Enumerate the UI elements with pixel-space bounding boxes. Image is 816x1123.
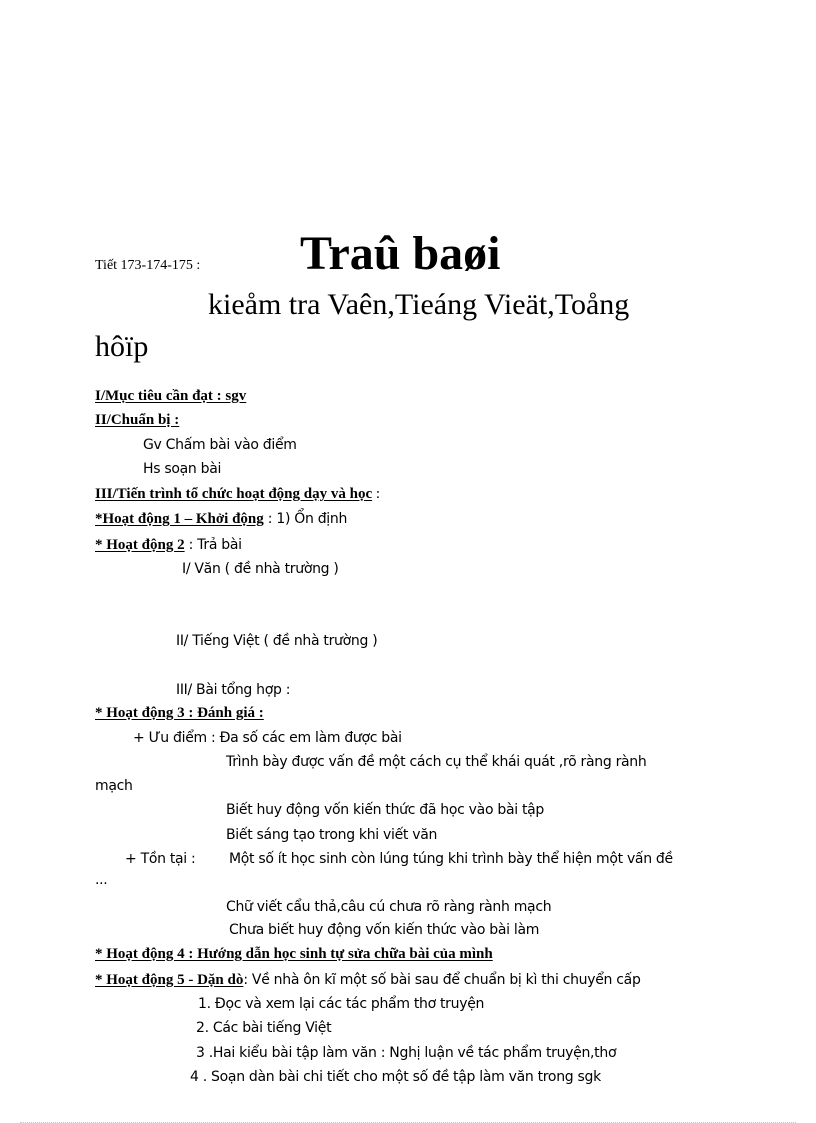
weaknesses-item-3: Chưa biết huy động vốn kiến thức vào bài làm: [229, 922, 540, 938]
activity-2-item-1: I/ Văn ( đề nhà trường ): [182, 561, 339, 577]
homework-item-3: 3 .Hai kiểu bài tập làm văn : Nghị luận về tác phẩm truyện,thơ: [196, 1045, 617, 1061]
weaknesses-label: + Tồn tại :: [125, 851, 196, 867]
preparation-teacher: Gv Chấm bài vào điểm: [143, 437, 297, 453]
activity-4-label: * Hoạt động 4 : Hướng dẫn học sinh tự sửa chữa bài của mình: [95, 946, 493, 962]
weaknesses-item-1: Một số ít học sinh còn lúng túng khi trình bày thể hiện một vấn đề: [229, 851, 673, 867]
activity-2-item-3: III/ Bài tổng hợp :: [176, 682, 291, 698]
objective-heading: I/Mục tiêu cần đạt : sgv: [95, 388, 247, 404]
homework-item-2: 2. Các bài tiếng Việt: [196, 1020, 332, 1036]
weaknesses-item-2: Chữ viết cẩu thả,câu cú chưa rõ ràng rành mạch: [226, 899, 552, 915]
activity-1-row: [95, 510, 347, 528]
weaknesses-item-1-continued: ...: [95, 872, 108, 888]
activity-5-row: [95, 971, 641, 989]
activity-5-label: * Hoạt động 5 - Dặn dò: [95, 972, 244, 988]
process-heading-row: [95, 486, 380, 503]
homework-item-1: 1. Đọc và xem lại các tác phẩm thơ truyện: [198, 996, 485, 1012]
strengths-item-3: Biết huy động vốn kiến thức đã học vào bài tập: [226, 802, 545, 818]
subtitle-line-1: kieåm tra Vaên,Tieáng Vieät,Toång: [208, 288, 630, 321]
activity-1-label: *Hoạt động 1 – Khởi động: [95, 511, 264, 527]
subtitle-line-2: hôïp: [95, 330, 149, 363]
strengths-item-1: : Đa số các em làm được bài: [211, 730, 402, 746]
preparation-student: Hs soạn bài: [143, 461, 222, 477]
activity-2-text: : Trả bài: [188, 537, 242, 553]
lesson-period-label: Tiết 173-174-175 :: [95, 258, 201, 273]
activity-2-row: [95, 536, 242, 554]
strengths-row: [133, 730, 402, 746]
activity-1-text: : 1) Ổn định: [267, 511, 348, 527]
process-heading: III/Tiến trình tổ chức hoạt động dạy và học: [95, 486, 373, 502]
process-colon: :: [372, 486, 381, 502]
strengths-label: + Ưu điểm: [133, 730, 207, 746]
strengths-item-2: Trình bày được vấn đề một cách cụ thể khái quát ,rõ ràng rành: [226, 754, 647, 770]
preparation-heading: II/Chuẩn bị :: [95, 412, 180, 428]
strengths-item-2-continued: mạch: [95, 778, 133, 794]
activity-5-text: : Về nhà ôn kĩ một số bài sau để chuẩn bị kì thi chuyển cấp: [243, 972, 641, 988]
activity-3-label: * Hoạt động 3 : Đánh giá :: [95, 705, 264, 721]
activity-2-label: * Hoạt động 2: [95, 537, 185, 553]
page-title: Traû baøi: [300, 227, 501, 280]
activity-2-item-2: II/ Tiếng Việt ( đề nhà trường ): [176, 633, 378, 649]
strengths-item-4: Biết sáng tạo trong khi viết văn: [226, 827, 438, 843]
homework-item-4: 4 . Soạn dàn bài chi tiết cho một số đề tập làm văn trong sgk: [190, 1069, 601, 1085]
